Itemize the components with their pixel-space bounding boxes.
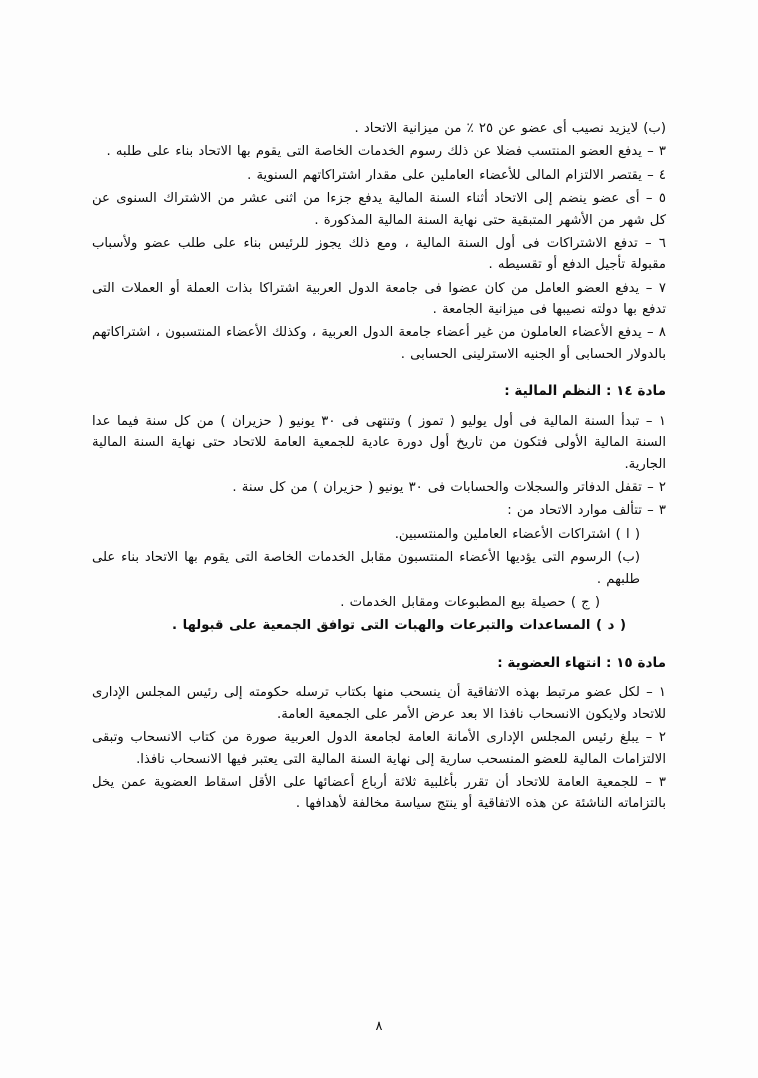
paragraph: (ب) الرسوم التى يؤديها الأعضاء المنتسبون مقابل الخدمات الخاصة التى يقوم بها الاتحاد بناء على طلبهم . — [92, 550, 640, 587]
paragraph: ٤ – يقتصر الالتزام المالى للأعضاء العاملين على مقدار اشتراكاتهم السنوية . — [247, 167, 666, 183]
paragraph: ١ – لكل عضو مرتبط بهذه الاتفاقية أن ينسحب منها بكتاب ترسله حكومته إلى رئيس المجلس الإدارى للاتحاد ولايكون الانسحاب نافذا الا بعد عرض الأمر على الجمعية العامة. — [92, 685, 666, 722]
paragraph: ( ج ) حصيلة بيع المطبوعات ومقابل الخدمات . — [340, 594, 600, 610]
paragraph: ٣ – تتألف موارد الاتحاد من : — [507, 503, 666, 519]
section-heading-article-15: مادة ١٥ : انتهاء العضوية : — [497, 654, 666, 671]
paragraph: ٢ – تقفل الدفاتر والسجلات والحسابات فى ٣٠ يونيو ( حزيران ) من كل سنة . — [232, 480, 666, 495]
section-heading-article-14: مادة ١٤ : النظم المالية : — [504, 383, 666, 400]
paragraph: ( د ) المساعدات والتبرعات والهبات التى توافق الجمعية على قبولها . — [172, 618, 626, 634]
paragraph: ٥ – أى عضو ينضم إلى الاتحاد أثناء السنة المالية يدفع جزءا من اثنى عشر من الاشتراك السنوى عن كل شهر من الأشهر المتبقية حتى نهاية السنة المالية المذكورة . — [92, 191, 666, 228]
page-body — [92, 118, 666, 817]
paragraph: ٧ – يدفع العضو العامل من كان عضوا فى جامعة الدول العربية اشتراكا بذات العملة أو العملات التى تدفع بها دولته نصيبها فى ميزانية الجامعة . — [92, 280, 666, 317]
paragraph: ٨ – يدفع الأعضاء العاملون من غير أعضاء جامعة الدول العربية ، وكذلك الأعضاء المنتسبون ، اشتراكاتهم بالدولار الحسابى أو الجنيه الاسترلينى الحسابى . — [92, 325, 666, 362]
paragraph: ٢ – يبلغ رئيس المجلس الإدارى الأمانة العامة لجامعة الدول العربية صورة من كتاب الانسحاب وتبقى الالتزامات المالية للعضو المنسحب سارية إلى نهاية السنة المالية التى يعتبر فيها الانسحاب نافذا. — [92, 730, 666, 767]
paragraph: ( ا ) اشتراكات الأعضاء العاملين والمنتسبين. — [394, 526, 640, 542]
paragraph: ٦ – تدفع الاشتراكات فى أول السنة المالية ، ومع ذلك يجوز للرئيس بناء على طلب عضو ولأسباب مقبولة تأجيل الدفع أو تقسيطه . — [92, 235, 666, 273]
paragraph: ٣ – للجمعية العامة للاتحاد أن تقرر بأغلبية ثلاثة أرباع أعضائها على الأقل اسقاط العضوية عمن يخل بالتزاماته الناشئة عن هذه الاتفاقية أو ينتج سياسة مخالفة لأهدافها . — [92, 774, 666, 812]
paragraph: ٣ – يدفع العضو المنتسب فضلا عن ذلك رسوم الخدمات الخاصة التى يقوم بها الاتحاد بناء على طلبه . — [106, 144, 666, 160]
paragraph: ١ – تبدأ السنة المالية فى أول يوليو ( تموز ) وتنتهى فى ٣٠ يونيو ( حزيران ) من كل سنة فيما عدا السنة المالية الأولى فتكون من تاريخ أول دورة عادية للجمعية العامة للاتحاد حتى نهاية السنة المالية الجارية. — [92, 413, 666, 472]
page-number: ٨ — [375, 1019, 383, 1034]
paragraph: (ب) لايزيد نصيب أى عضو عن ٢٥ ٪ من ميزانية الاتحاد . — [354, 121, 666, 136]
